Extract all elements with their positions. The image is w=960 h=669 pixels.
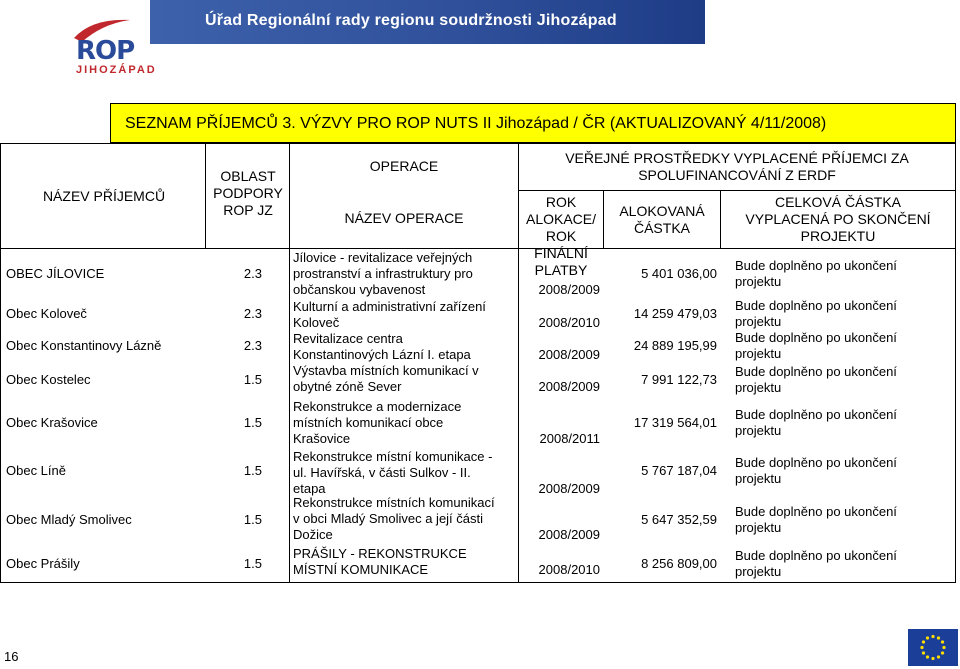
operation-name-line: Revitalizace centra: [293, 331, 403, 346]
recipient-name: Obec Prášily: [6, 555, 80, 571]
total-amount: [735, 548, 945, 580]
eu-star: [942, 646, 945, 649]
operation-name-line: Dožice: [293, 527, 333, 542]
header-total-line: CELKOVÁ ČÁSTKA: [774, 194, 902, 210]
header-total-line: VYPLACENÁ PO SKONČENÍ: [745, 211, 931, 227]
operation-name-line: prostranství a infrastruktury pro: [293, 266, 473, 281]
allocation-year: 2008/2009: [538, 379, 600, 394]
total-amount-line: projektu: [735, 346, 782, 361]
operation-name-line: v obci Mladý Smolivec a její části: [293, 511, 484, 526]
rop-logo: [0, 0, 157, 78]
total-amount-line: Bude doplněno po ukončení: [735, 298, 897, 313]
operation-name: [293, 546, 518, 578]
recipient-name: Obec Krašovice: [6, 415, 98, 430]
logo-subtext: JIHOZÁPAD: [76, 64, 157, 76]
operation-name-line: ul. Havířská, v části Sulkov - II.: [293, 465, 471, 480]
allocated-amount: 7 991 122,73: [641, 372, 717, 387]
total-amount-line: Bude doplněno po ukončení: [735, 503, 897, 519]
operation-name-line: Krašovice: [293, 431, 351, 446]
table-bottom-line: [0, 582, 956, 583]
total-amount-line: Bude doplněno po ukončení: [735, 364, 897, 379]
total-amount-line: projektu: [735, 273, 782, 289]
operation-name-line: Kulturní a administrativní zařízení: [293, 299, 486, 314]
recipient-name: Obec Kostelec: [6, 372, 91, 387]
total-amount-line: Bude doplněno po ukončení: [735, 407, 897, 422]
eu-star: [922, 651, 925, 654]
document-title-bar: [110, 103, 956, 143]
total-amount: [735, 258, 945, 290]
table-right-line: [955, 143, 956, 583]
operation-name-line: Konstantinových Lázní I. etapa: [293, 347, 471, 362]
support-area: 2.3: [243, 306, 262, 321]
header-year-line: ROK ALOKACE/: [525, 194, 597, 227]
eu-star: [941, 640, 944, 643]
eu-flag-icon: [908, 629, 958, 666]
total-amount: [735, 407, 945, 439]
allocated-amount: 5 401 036,00: [641, 265, 717, 281]
banner-title: Úřad Regionální rady regionu soudržnosti Jihozápad: [205, 12, 617, 29]
total-amount: [735, 298, 945, 330]
header-year-line: ROK FINÁLNÍ: [534, 228, 588, 261]
allocation-year: 2008/2009: [538, 347, 600, 362]
support-area: 1.5: [243, 415, 262, 430]
operation-name-line: Rekonstrukce a modernizace: [293, 399, 462, 414]
operation-name-line: Jílovice - revitalizace veřejných: [293, 250, 473, 265]
allocation-year: 2008/2011: [539, 431, 600, 446]
header-area-line: ROP JZ: [223, 202, 273, 218]
operation-name: [293, 299, 518, 331]
eu-star: [931, 657, 934, 660]
allocated-amount: 14 259 479,03: [633, 306, 717, 321]
total-amount-line: projektu: [735, 519, 782, 535]
allocated-amount: 5 647 352,59: [641, 511, 717, 527]
header-subline: [518, 190, 956, 191]
allocated-amount: 5 767 187,04: [641, 463, 717, 478]
total-amount-line: Bude doplněno po ukončení: [735, 455, 897, 470]
eu-star: [931, 635, 934, 638]
header-area: [206, 168, 290, 219]
support-area: 1.5: [243, 555, 262, 571]
header-year: [519, 194, 603, 279]
allocated-amount: 8 256 809,00: [641, 555, 717, 571]
eu-star: [941, 651, 944, 654]
eu-star: [926, 636, 929, 639]
total-amount-line: Bude doplněno po ukončení: [735, 330, 897, 345]
total-amount: [735, 504, 945, 536]
support-area: 1.5: [243, 372, 262, 387]
total-amount: [735, 455, 945, 487]
table-left-line: [0, 143, 1, 583]
header-allocated-line: ALOKOVANÁ: [619, 203, 705, 219]
total-amount-line: Bude doplněno po ukončení: [735, 547, 897, 563]
operation-name-line: Koloveč: [293, 315, 340, 330]
header-public-line: VEŘEJNÉ PROSTŘEDKY VYPLACENÉ PŘÍJEMCI ZA: [565, 150, 909, 166]
operation-name: [293, 331, 518, 363]
document-title: SEZNAM PŘÍJEMCŮ 3. VÝZVY PRO ROP NUTS II Jihozápad / ČR (AKTUALIZOVANÝ 4/11/2008): [125, 115, 827, 132]
logo-text: ROP: [76, 36, 135, 66]
eu-star: [937, 655, 940, 658]
operation-name-line: Rekonstrukce místní komunikace -: [293, 449, 493, 464]
recipient-name: Obec Líně: [6, 463, 66, 478]
total-amount-line: Bude doplněno po ukončení: [735, 257, 897, 273]
operation-name: [293, 495, 518, 543]
support-area: 2.3: [243, 265, 262, 281]
header-operation: OPERACE: [369, 158, 439, 174]
eu-star: [926, 655, 929, 658]
allocation-year: 2008/2009: [538, 282, 600, 297]
support-area: 2.3: [243, 338, 262, 353]
header-banner: [0, 0, 705, 78]
allocation-year: 2008/2010: [538, 315, 600, 330]
total-amount-line: projektu: [735, 380, 782, 395]
allocation-year: 2008/2010: [538, 562, 600, 577]
header-area-line: PODPORY: [213, 185, 283, 201]
eu-star: [922, 640, 925, 643]
operation-name-line: Výstavba místních komunikací v: [293, 363, 479, 378]
header-allocated: [604, 203, 720, 237]
table-top-line: [0, 143, 956, 144]
recipient-name: Obec Koloveč: [6, 306, 87, 321]
operation-name: [293, 449, 518, 497]
operation-name-line: místních komunikací obce: [293, 415, 444, 430]
header-recipient: NÁZEV PŘÍJEMCŮ: [42, 188, 166, 204]
operation-name-line: Rekonstrukce místních komunikací: [293, 495, 495, 510]
eu-star: [920, 646, 923, 649]
operation-name: [293, 250, 518, 298]
recipient-name: Obec Konstantinovy Lázně: [6, 338, 162, 353]
operation-name-line: etapa: [293, 481, 326, 496]
operation-name-line: obytné zóně Sever: [293, 379, 402, 394]
header-operation-name: NÁZEV OPERACE: [344, 210, 464, 226]
header-year-line: PLATBY: [534, 262, 588, 278]
header-public-line: SPOLUFINANCOVÁNÍ Z ERDF: [638, 167, 836, 183]
total-amount-line: projektu: [735, 471, 782, 486]
recipient-name: Obec Mladý Smolivec: [6, 511, 132, 527]
header-bottom-line: [0, 248, 956, 249]
total-amount-line: projektu: [735, 423, 782, 438]
operation-name-line: občanskou vybavenost: [293, 282, 426, 297]
header-total: [721, 194, 955, 245]
header-area-line: OBLAST: [220, 168, 276, 184]
allocated-amount: 17 319 564,01: [633, 415, 717, 430]
operation-name-line: PRÁŠILY - REKONSTRUKCE: [293, 546, 467, 561]
header-public-funds: [519, 150, 955, 184]
eu-star: [937, 636, 940, 639]
operation-name: [293, 399, 518, 447]
total-amount: [735, 364, 945, 396]
support-area: 1.5: [243, 511, 262, 527]
recipient-name: OBEC JÍLOVICE: [6, 265, 105, 281]
total-amount-line: projektu: [735, 314, 782, 329]
support-area: 1.5: [243, 463, 262, 478]
operation-name-line: MÍSTNÍ KOMUNIKACE: [293, 562, 429, 577]
allocation-year: 2008/2009: [538, 527, 600, 542]
operation-name: [293, 363, 518, 395]
page-number: 16: [4, 649, 19, 664]
header-allocated-line: ČÁSTKA: [633, 220, 690, 236]
allocated-amount: 24 889 195,99: [633, 338, 717, 353]
total-amount-line: projektu: [735, 563, 782, 579]
allocation-year: 2008/2009: [538, 481, 600, 496]
header-total-line: PROJEKTU: [800, 228, 876, 244]
total-amount: [735, 330, 945, 362]
